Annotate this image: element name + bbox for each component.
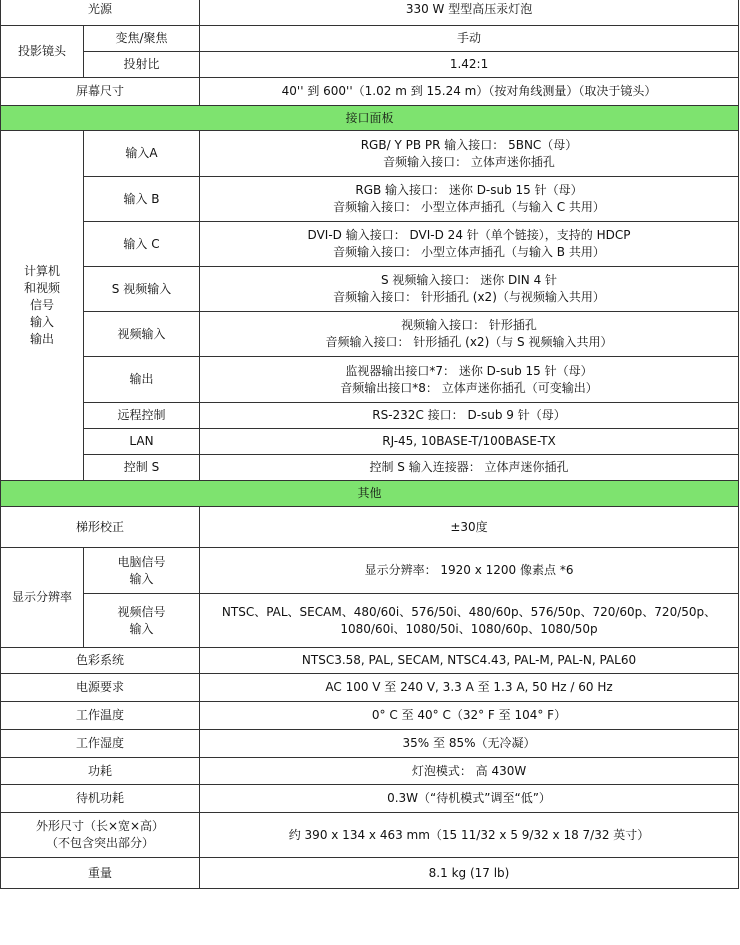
value-input-a: RGB/ Y PB PR 输入接口： 5BNC（母） 音频输入接口： 立体声迷你插孔 [200, 131, 739, 177]
row-weight [1, 858, 739, 889]
label-zoom: 变焦/聚焦 [84, 26, 200, 52]
row-lan [1, 429, 739, 455]
label-lens: 投影镜头 [1, 26, 84, 78]
label-light-source: 光源 [1, 0, 200, 26]
value-s-video: S 视频输入接口： 迷你 DIN 4 针 音频输入接口： 针形插孔 (x2)（与视频输入共用） [200, 267, 739, 312]
value-control-s: 控制 S 输入连接器： 立体声迷你插孔 [200, 455, 739, 481]
row-input-b [1, 177, 739, 222]
value-keystone: ±30度 [200, 507, 739, 548]
label-output: 输出 [84, 357, 200, 403]
row-input-c [1, 222, 739, 267]
value-remote: RS-232C 接口： D-sub 9 针（母） [200, 403, 739, 429]
value-output: 监视器输出接口*7： 迷你 D-sub 15 针（母） 音频输出接口*8： 立体声迷你插孔（可变输出） [200, 357, 739, 403]
label-input-a: 输入A [84, 131, 200, 177]
section-header-other [1, 481, 739, 507]
label-control-s: 控制 S [84, 455, 200, 481]
row-power-consumption [1, 758, 739, 785]
label-weight: 重量 [1, 858, 200, 889]
value-pc-signal: 显示分辨率： 1920 x 1200 像素点 *6 [200, 548, 739, 594]
label-s-video: S 视频输入 [84, 267, 200, 312]
label-pc-signal: 电脑信号 输入 [84, 548, 200, 594]
row-lens-zoom [1, 26, 739, 52]
label-video: 视频输入 [84, 312, 200, 357]
label-input-b: 输入 B [84, 177, 200, 222]
row-remote [1, 403, 739, 429]
label-op-humidity: 工作湿度 [1, 730, 200, 758]
other-header: 其他 [1, 481, 739, 507]
label-keystone: 梯形校正 [1, 507, 200, 548]
value-power-consumption: 灯泡模式： 高 430W [200, 758, 739, 785]
value-throw: 1.42:1 [200, 52, 739, 78]
value-color-system: NTSC3.58, PAL, SECAM, NTSC4.43, PAL-M, PAL-N, PAL60 [200, 648, 739, 674]
label-remote: 远程控制 [84, 403, 200, 429]
value-standby-power: 0.3W（“待机模式”调至“低”） [200, 785, 739, 813]
label-dimensions: 外形尺寸（长×宽×高） （不包含突出部分） [1, 813, 200, 858]
value-op-temp: 0° C 至 40° C（32° F 至 104° F） [200, 702, 739, 730]
value-screen-size: 40'' 到 600''（1.02 m 到 15.24 m）（按对角线测量）（取决于镜头） [200, 78, 739, 106]
value-input-b: RGB 输入接口： 迷你 D-sub 15 针（母） 音频输入接口： 小型立体声插孔（与输入 C 共用） [200, 177, 739, 222]
value-op-humidity: 35% 至 85%（无冷凝） [200, 730, 739, 758]
label-video-signal: 视频信号 输入 [84, 594, 200, 648]
row-op-temp [1, 702, 739, 730]
value-light-source: 330 W 型型高压汞灯泡 [200, 0, 739, 26]
label-op-temp: 工作温度 [1, 702, 200, 730]
label-throw: 投射比 [84, 52, 200, 78]
label-signal-group: 计算机 和视频 信号 输入 输出 [1, 131, 84, 481]
section-header-interface [1, 106, 739, 131]
label-input-c: 输入 C [84, 222, 200, 267]
label-screen-size: 屏幕尺寸 [1, 78, 200, 106]
label-lan: LAN [84, 429, 200, 455]
label-standby-power: 待机功耗 [1, 785, 200, 813]
value-power-req: AC 100 V 至 240 V, 3.3 A 至 1.3 A, 50 Hz / 60 Hz [200, 674, 739, 702]
row-lens-throw [1, 52, 739, 78]
value-video: 视频输入接口： 针形插孔 音频输入接口： 针形插孔 (x2)（与 S 视频输入共用） [200, 312, 739, 357]
row-screen-size [1, 78, 739, 106]
row-resolution-pc [1, 548, 739, 594]
value-zoom: 手动 [200, 26, 739, 52]
label-power-req: 电源要求 [1, 674, 200, 702]
row-output [1, 357, 739, 403]
row-color-system [1, 648, 739, 674]
row-op-humidity [1, 730, 739, 758]
row-control-s [1, 455, 739, 481]
label-resolution: 显示分辨率 [1, 548, 84, 648]
row-s-video [1, 267, 739, 312]
row-input-a [1, 131, 739, 177]
row-keystone [1, 507, 739, 548]
row-power-req [1, 674, 739, 702]
row-dimensions [1, 813, 739, 858]
label-power-consumption: 功耗 [1, 758, 200, 785]
value-input-c: DVI-D 输入接口： DVI-D 24 针（单个链接），支持的 HDCP 音频输入接口： 小型立体声插孔（与输入 B 共用） [200, 222, 739, 267]
interface-header: 接口面板 [1, 106, 739, 131]
label-color-system: 色彩系统 [1, 648, 200, 674]
row-standby-power [1, 785, 739, 813]
value-weight: 8.1 kg (17 lb) [200, 858, 739, 889]
row-light-source [1, 0, 739, 26]
row-resolution-video [1, 594, 739, 648]
value-video-signal: NTSC、PAL、SECAM、480/60i、576/50i、480/60p、576/50p、720/60p、720/50p、 1080/60i、1080/50i、1080/60p、1080/50p [200, 594, 739, 648]
value-dimensions: 约 390 x 134 x 463 mm（15 11/32 x 5 9/32 x 18 7/32 英寸） [200, 813, 739, 858]
row-video [1, 312, 739, 357]
value-lan: RJ-45, 10BASE-T/100BASE-TX [200, 429, 739, 455]
